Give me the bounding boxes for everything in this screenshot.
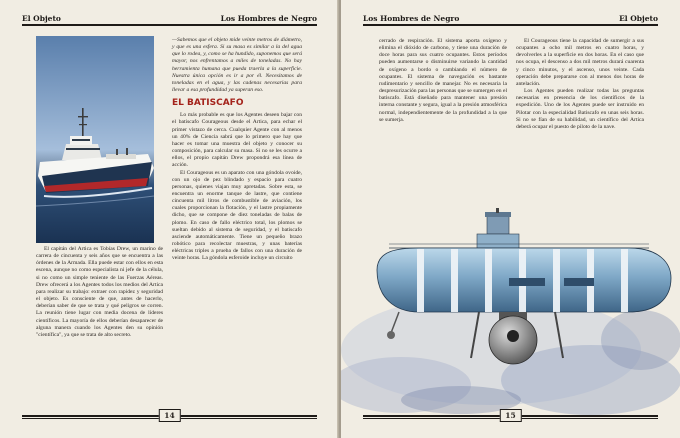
paragraph: El Courageous tiene la capacidad de sumergir a sus ocupantes a ocho mil metros en cuatro horas, y devolverles a la superficie en dos horas. En el caso que nos ocupa, el descenso a dos mil metros durará cuarenta y cinco minutos, y el ascenso, unos veinte. Cada operación debe prepararse con al menos dos horas de antelación. <box>516 38 644 87</box>
page-number: 14 <box>158 409 180 422</box>
left-page-footer <box>22 411 317 421</box>
paragraph: Lo más probable es que los Agentes deseen bajar con el batiscafo Courageous desde el Artica, para echar el primer vistazo de cerca. Cualquier Agente con al menos un 40% de Ciencia sabrá que lo primero que hay que hacer es tomar una muestra del objeto y conocer su composición, para calcular su masa. Si no se les ocurre a ellos, el propio capitán Drew propondrá esa línea de acción. <box>172 112 302 169</box>
right-header-title: El Objeto <box>619 14 658 23</box>
paragraph: cerrado de respiración. El sistema aporta oxígeno y elimina el dióxido de carbono, y tiene una duración de doce horas para sus cuatro ocupantes. Estos períodos pueden aumentarse o disminuirse variando la cantidad de oxígeno a bordo o cambiando el número de ocupantes. El sistema de navegación es bastante rudimentario y sencillo de manejar. No es necesaria la despresurización para las personas que se sumergen en el batiscafo. Está diseñado para mantener una presión interna constante y segura, igual a la presión atmosférica normal, independientemente de la profundidad a la que se sumerja. <box>379 38 507 123</box>
right-page-header <box>363 13 658 26</box>
ship-icon <box>36 36 154 243</box>
left-col2-text <box>172 37 302 263</box>
paragraph: Los Agentes pueden realizar todas las preguntas necesarias en presencia de los científicos de la expedición. Uno de los Agentes puede ser instruido en Pilotar con la especialidad Batiscafo en unas seis horas. Si no se fían de su habilidad, un científico del Artica deberá ocupar el puesto de piloto de la nave. <box>516 88 644 130</box>
page-number: 15 <box>499 409 521 422</box>
left-col1-text <box>36 246 163 339</box>
research-ship-photo <box>36 36 154 243</box>
left-page-header <box>22 13 317 26</box>
paragraph: El Courageous es un aparato con una góndola ovoide, con un ojo de pez blindado y espacio para cuatro personas, quienes viajan muy apretadas. Sobre esta, se encuentra un enorme tanque de lastre, que contiene cincuenta mil litros de combustible de aviación, los cuales proporcionan la flotación, y el lastre propiamente dicho, que se compone de diez toneladas de balas de plomo. En caso de fallo eléctrico total, los plomos se sueltan debido al sistema de seguridad, y el batiscafo asciende automáticamente. Tiene un pequeño brazo robótico para recolectar muestras, y unas baterías eléctricas triples a prueba de fallos con una duración de veinte horas. La góndola esferoide incluye un circuito <box>172 169 302 262</box>
right-col2-text <box>516 38 644 131</box>
left-header-chapter: Los Hombres de Negro <box>220 14 317 23</box>
left-page <box>0 0 339 438</box>
section-title: EL BATISCAFO <box>172 98 244 109</box>
right-header-chapter: Los Hombres de Negro <box>363 14 460 23</box>
intro-quote: —Sabemos que el objeto mide veinte metros de diámetro, y que es una esfera. Si su masa es similar a la del agua que lo rodea, y, como se ha hundido, suponemos que será mayor, nos enfrentamos a miles de toneladas. No hay herramienta humana que pueda traerla a la superficie. Nuestra única opción es ir a por él. Necesitamos de toneladas en el agua, y las cadenas necesarias para llevar a esa profundidad ya superan eso. <box>172 37 302 94</box>
bathyscaphe-illustration <box>359 208 679 383</box>
right-page-footer <box>363 411 658 421</box>
left-header-title: El Objeto <box>22 14 61 23</box>
paragraph: El capitán del Artica es Tobías Drew, un marino de carrera de cincuenta y seis años que se encuentra a las órdenes de la Armada. Ella puede estar con ellos en esta escena, aunque no como especialista ni jefe de la célula, si no como un simple teniente de las Fuerzas Aéreas. Drew ofrecerá a los Agentes todos los medios del Artica para realizar su trabajo: extraer con rapidez y seguridad el objeto. Es consciente de que, antes de hacerlo, deberían saber de que se trata y qué peligros se corren. La reunión tiene lugar con media docena de líderes científicos. La mayoría de ellos deberían desaparecer de alguna manera cuando los Agentes den su opinión "científica", ya que se trata de alto secreto. <box>36 246 163 338</box>
right-col1-text <box>379 38 507 124</box>
right-page <box>341 0 680 438</box>
